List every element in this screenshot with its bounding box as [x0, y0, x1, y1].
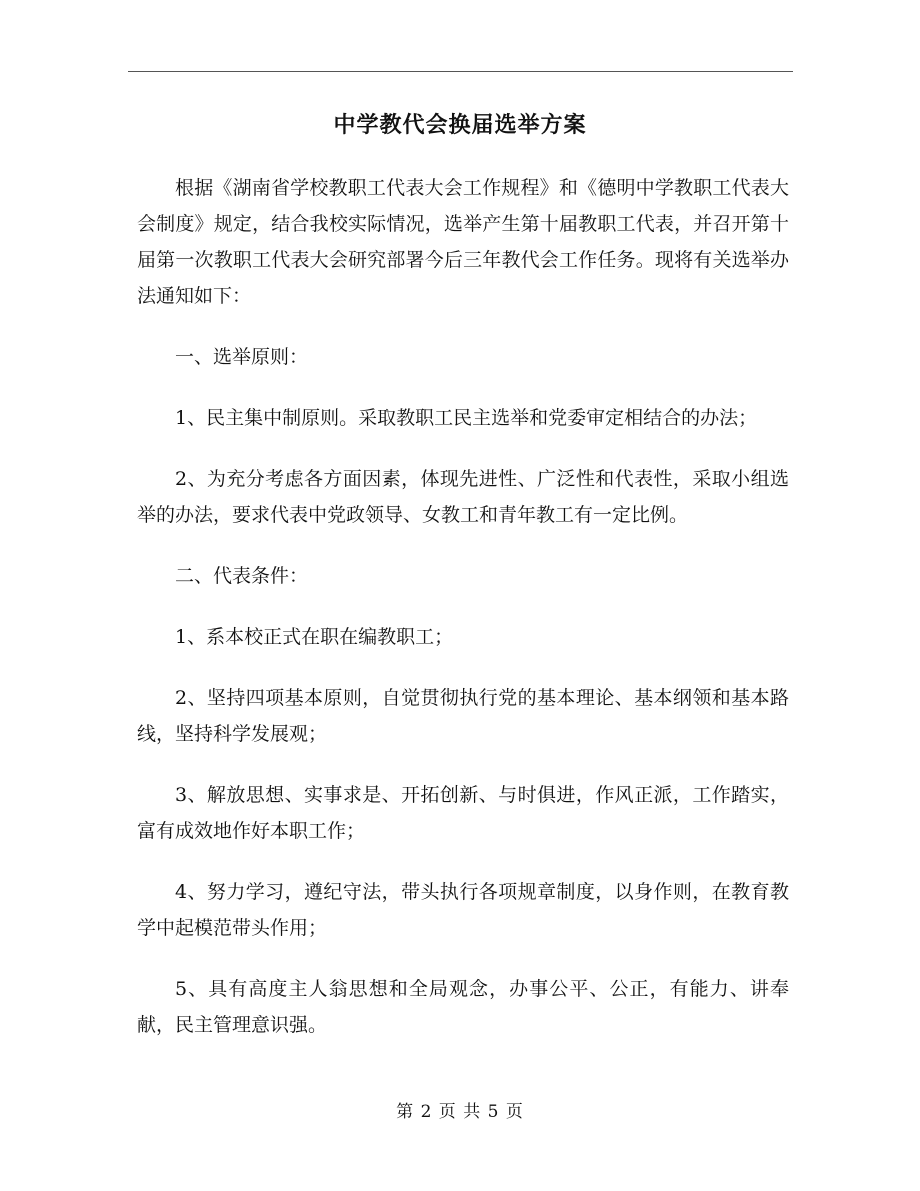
section-heading-election-principles: 一、选举原则： — [175, 346, 309, 368]
paragraph-principle-2: 2、为充分考虑各方面因素，体现先进性、广泛性和代表性，采取小组选举的办法，要求代表中党政领导、女教工和青年教工有一定比例。 — [137, 468, 789, 526]
section-heading-representative-conditions: 二、代表条件： — [175, 565, 309, 587]
document-title: 中学教代会换届选举方案 — [333, 112, 587, 138]
paragraph-condition-3: 3、解放思想、实事求是、开拓创新、与时俱进，作风正派，工作踏实，富有成效地作好本职工作； — [137, 784, 789, 842]
paragraph-condition-4: 4、努力学习，遵纪守法，带头执行各项规章制度，以身作则，在教育教学中起模范带头作用； — [137, 881, 789, 939]
paragraph-condition-1: 1、系本校正式在职在编教职工； — [175, 626, 454, 648]
paragraph-principle-1: 1、民主集中制原则。采取教职工民主选举和党委审定相结合的办法； — [175, 407, 758, 429]
header-rule — [128, 71, 793, 72]
document-body — [137, 170, 789, 1068]
paragraph-condition-2: 2、坚持四项基本原则，自觉贯彻执行党的基本理论、基本纲领和基本路线，坚持科学发展观； — [137, 687, 789, 745]
page-number-footer: 第 2 页 共 5 页 — [396, 1102, 524, 1122]
paragraph-condition-5: 5、具有高度主人翁思想和全局观念，办事公平、公正，有能力、讲奉献，民主管理意识强。 — [137, 978, 789, 1036]
paragraph-intro: 根据《湖南省学校教职工代表大会工作规程》和《德明中学教职工代表大会制度》规定，结合我校实际情况，选举产生第十届教职工代表，并召开第十届第一次教职工代表大会研究部署今后三年教代会工作任务。现将有关选举办法通知如下： — [137, 177, 789, 307]
